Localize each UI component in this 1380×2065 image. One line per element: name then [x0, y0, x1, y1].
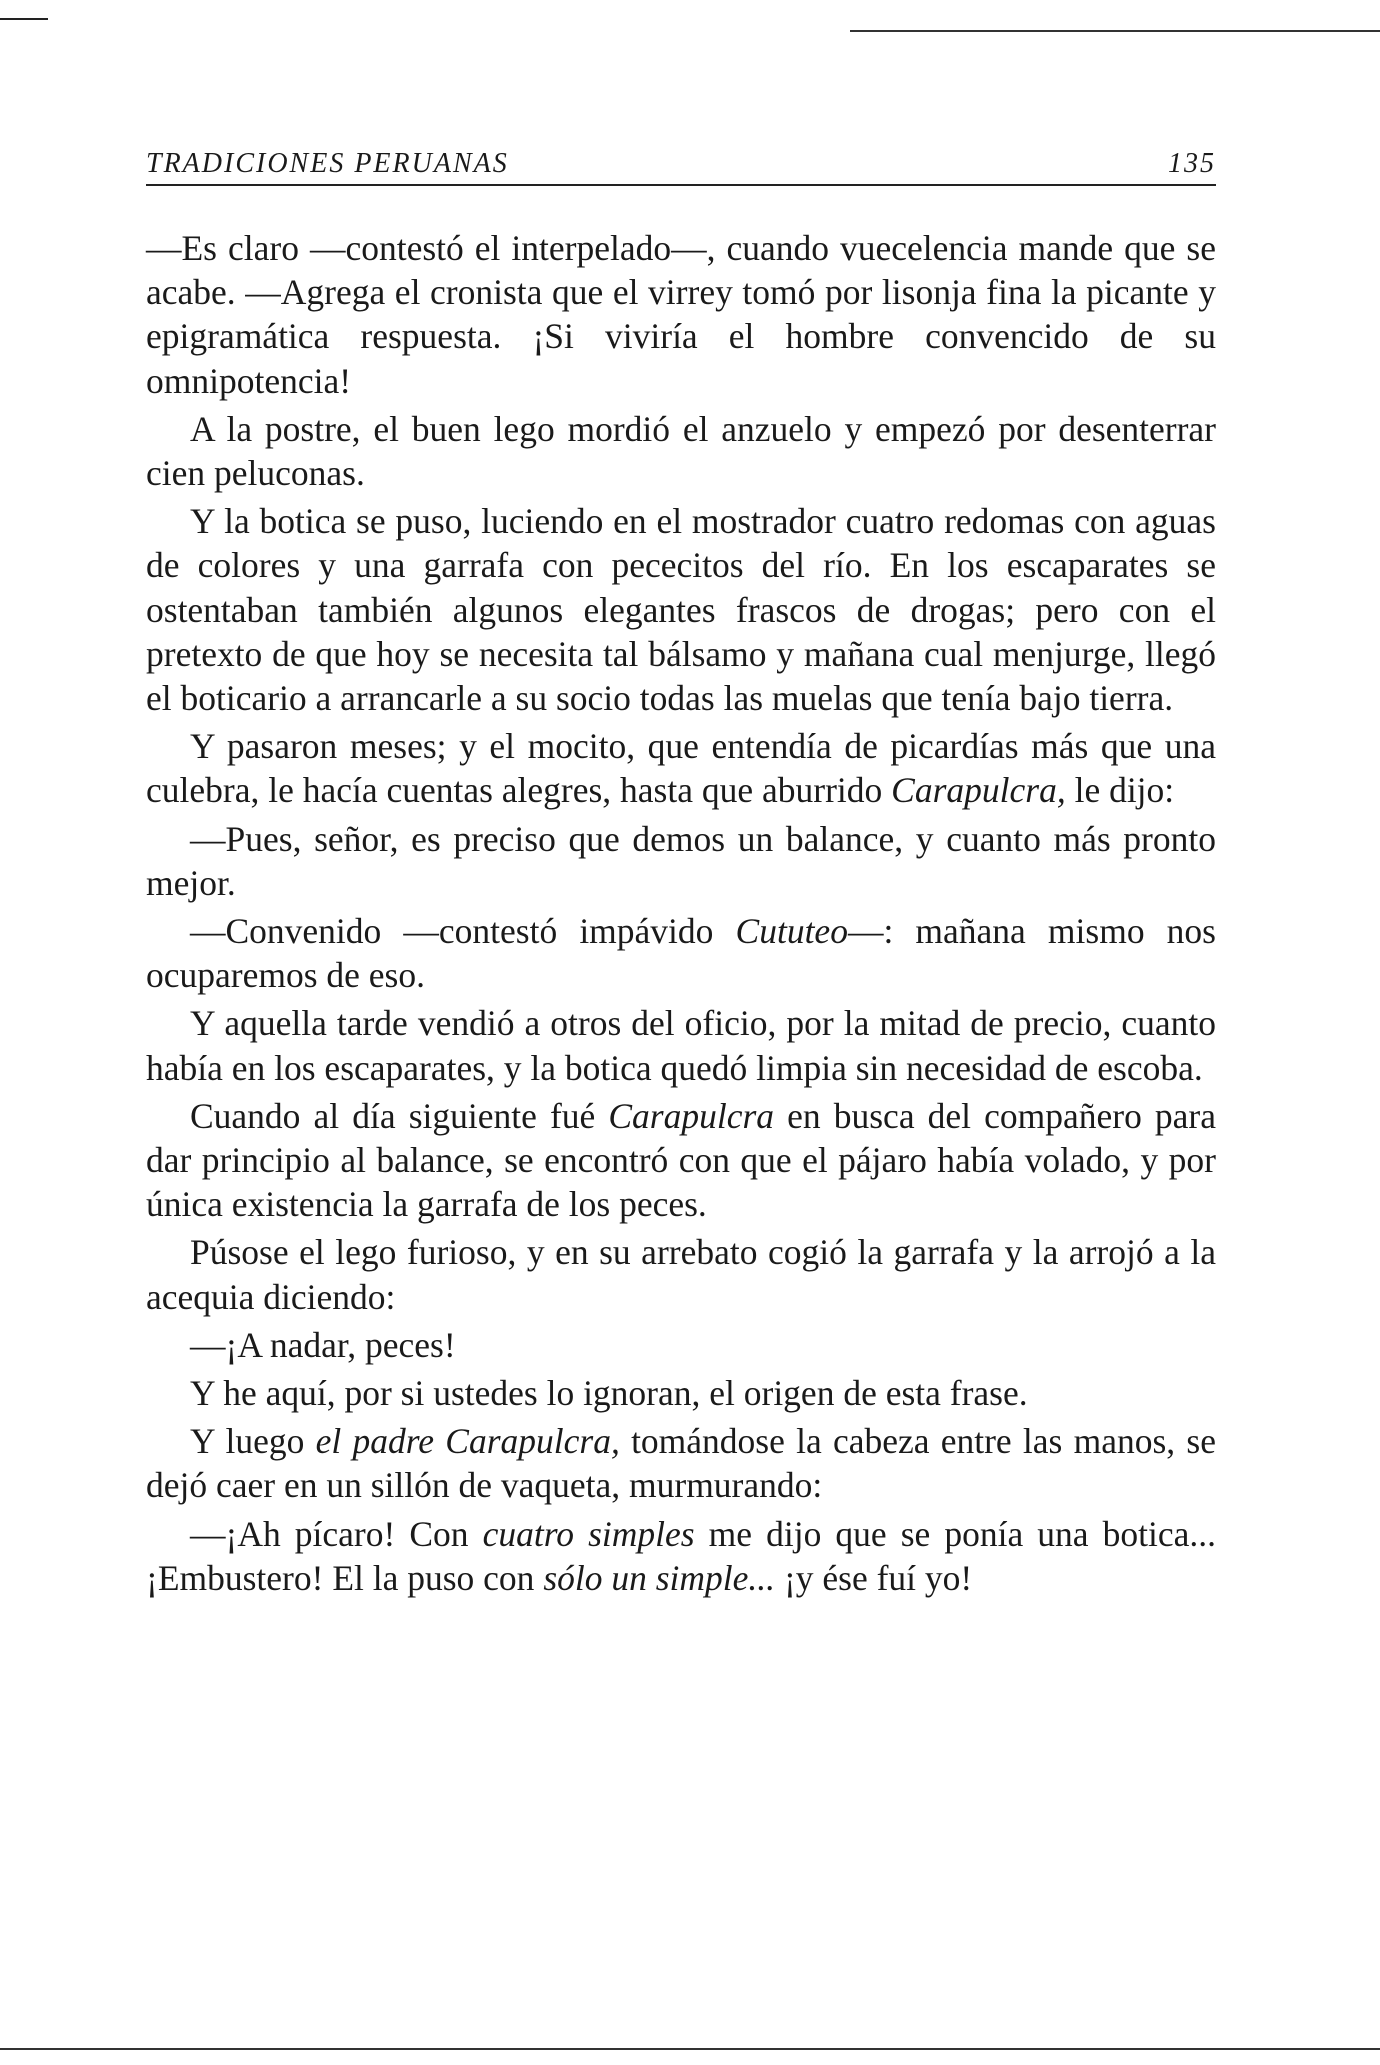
text-run: tomándose la cabeza entre las manos, se dejó caer en un sillón de vaqueta, murmurando:	[146, 1421, 1216, 1506]
paragraph	[146, 1512, 1216, 1600]
text-run: —Es claro —contestó el interpelado—, cuando vuecelencia mande que se acabe. —Agrega el cronista que el virrey tomó por lisonja fina la picante y epigramática respuesta. ¡Si viviría el hombre convencido de su omnipotencia!	[146, 228, 1216, 401]
text-run: Y la botica se puso, luciendo en el mostrador cuatro redomas con aguas de colores y una garrafa con pececitos del río. En los escaparates se ostentaban también algunos elegantes frascos de drogas; pero con el pretexto de que hoy se necesita tal bálsamo y mañana cual menjurge, llegó el boticario a arrancarle a su socio todas las muelas que tenía bajo tierra.	[146, 501, 1216, 719]
text-run: en busca del compañero para dar principio al balance, se encontró con que el pájaro había volado, y por única existencia la garrafa de los peces.	[146, 1095, 1217, 1225]
running-header	[146, 140, 1216, 186]
text-run: me dijo que se ponía una botica... ¡Embustero! El la puso con	[146, 1513, 1216, 1598]
text-run: —Convenido —contestó impávido	[190, 911, 736, 952]
text-run: A la postre, el buen lego mordió el anzuelo y empezó por desenterrar cien peluconas.	[146, 408, 1216, 494]
paragraph	[146, 1094, 1216, 1227]
running-title: TRADICIONES PERUANAS	[146, 148, 509, 179]
text-run: Púsose el lego furioso, y en su arrebato cogió la garrafa y la arrojó a la acequia diciendo:	[146, 1232, 1216, 1317]
scan-edge-line	[0, 2048, 1380, 2050]
paragraph	[146, 499, 1216, 720]
text-run: —: mañana mismo nos ocuparemos de eso.	[146, 911, 1216, 996]
paragraph	[146, 1419, 1216, 1507]
italic-text: sólo un simple...	[543, 1557, 776, 1598]
paragraph	[146, 909, 1216, 997]
text-run: le dijo:	[1065, 770, 1175, 811]
text-run: Y aquella tarde vendió a otros del oficio, por la mitad de precio, cuanto había en los escaparates, y la botica quedó limpia sin necesidad de escoba.	[146, 1003, 1216, 1088]
text-run: Y pasaron meses; y el mocito, que entendía de picardías más que una culebra, le hacía cuentas alegres, hasta que aburrido	[146, 726, 1216, 811]
scan-edge-line	[0, 18, 48, 20]
italic-text: cuatro simples	[482, 1513, 695, 1554]
paragraph	[146, 1323, 1216, 1367]
paragraph	[146, 1001, 1216, 1089]
paragraph	[146, 817, 1216, 905]
italic-text: Carapulcra,	[891, 770, 1066, 811]
italic-text: Cututeo	[735, 911, 848, 952]
text-run: —¡Ah pícaro! Con	[190, 1513, 483, 1554]
page-number: 135	[1168, 148, 1216, 179]
scan-edge-line	[850, 30, 1380, 32]
paragraph	[146, 407, 1216, 495]
paragraph	[146, 226, 1216, 403]
paragraph	[146, 724, 1216, 812]
italic-text: el padre Carapulcra,	[315, 1421, 620, 1462]
paragraph	[146, 1230, 1216, 1318]
italic-text: Carapulcra	[608, 1095, 775, 1136]
text-run: —Pues, señor, es preciso que demos un balance, y cuanto más pronto mejor.	[146, 818, 1216, 903]
text-run: Y luego	[190, 1421, 316, 1462]
body-text	[146, 226, 1216, 1600]
text-run: —¡A nadar, peces!	[190, 1324, 456, 1365]
text-run: ¡y ése fuí yo!	[775, 1557, 973, 1598]
text-run: Y he aquí, por si ustedes lo ignoran, el origen de esta frase.	[190, 1373, 1028, 1414]
paragraph	[146, 1371, 1216, 1415]
text-run: Cuando al día siguiente fué	[190, 1095, 609, 1136]
